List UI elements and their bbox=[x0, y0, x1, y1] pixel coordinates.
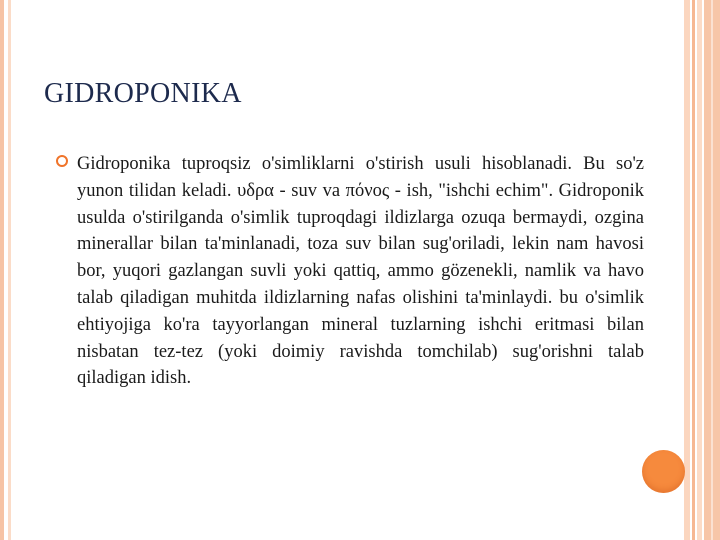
left-decor-stripe-inner bbox=[8, 0, 11, 540]
bullet-ring-icon bbox=[56, 155, 68, 167]
orange-circle-decoration bbox=[642, 450, 685, 493]
right-decor-stripe-1 bbox=[684, 0, 690, 540]
bullet-text: Gidroponika tuproqsiz o'simliklarni o'stirish usuli hisoblanadi. Bu so'z yunon tilidan keladi. υδρα - suv va πόνος - ish, "ishchi echim". Gidroponik usulda o'stirilganda o'simlik tuproqdagi ildizlarga ozuqa bermaydi, ozgina minerallar bilan ta'minlanadi, toza suv bilan sug'oriladi, lekin nam havosi bor, yuqori gazlangan suvli yoki qattiq, ammo gözenekli, namlik va havo talab qiladigan muhitda ildizlarning nafas olishini ta'minlaydi. bu o'simlik ehtiyojiga ko'ra tayyorlangan mineral tuzlarning ishchi eritmasi bilan nisbatan tez-tez (yoki doimiy ravishda tomchilab) sug'orishni talab qiladigan idish. bbox=[77, 154, 644, 389]
right-decor-stripe-5 bbox=[711, 0, 713, 540]
slide-title: GIDROPONIKA bbox=[44, 78, 242, 109]
right-decor-stripe-2 bbox=[692, 0, 695, 540]
left-decor-stripe bbox=[0, 0, 4, 540]
right-decor-stripe-3 bbox=[697, 0, 702, 540]
